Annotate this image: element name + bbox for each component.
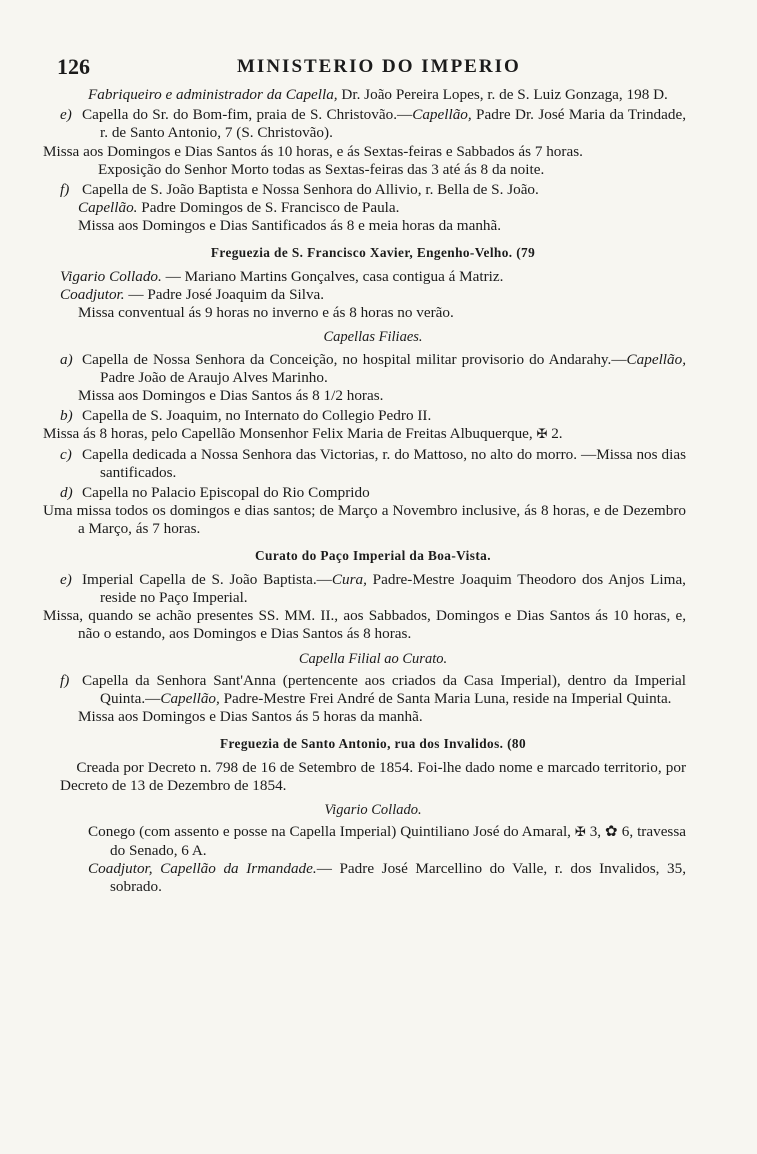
chapel-entry	[60, 181, 686, 199]
paragraph: Missa, quando se achão presentes SS. MM. II., aos Sabbados, Domingos e Dias Santos ás 10 horas, e, não o estando, aos Domingos e Dias Santos ás 8 horas.	[43, 607, 686, 643]
chapel-entry	[60, 351, 686, 387]
paragraph: Conego (com assento e posse na Capella Imperial) Quintiliano José do Amaral, ✠ 3, ✿ 6, travessa do Senado, 6 A.	[88, 823, 686, 859]
chapel-entry	[60, 571, 686, 607]
entry-label: a)	[60, 350, 73, 368]
chapel-entry	[60, 407, 686, 425]
entry-label: f)	[60, 181, 70, 199]
section-heading: Freguezia de Santo Antonio, rua dos Invalidos. (80	[219, 735, 527, 751]
entry-text: Capella de S. Joaquim, no Internato do Collegio Pedro II.	[82, 407, 432, 425]
entry-label: d)	[60, 484, 73, 502]
entry-text: Capella no Palacio Episcopal do Rio Comprido	[82, 484, 370, 502]
paragraph: Missa aos Domingos e Dias Santos ás 5 horas da manhã.	[78, 708, 423, 726]
chapel-entry	[60, 672, 686, 708]
paragraph: Coadjutor. — Padre José Joaquim da Silva.	[60, 286, 325, 304]
section-heading: Freguezia de S. Francisco Xavier, Engenho-Velho. (79	[210, 244, 536, 260]
chapel-entry	[60, 106, 686, 142]
paragraph: Missa conventual ás 9 horas no inverno e ás 8 horas no verão.	[78, 304, 454, 322]
page-body	[43, 86, 686, 896]
paragraph: Missa aos Domingos e Dias Santos ás 10 horas, e ás Sextas-feiras e Sabbados ás 7 horas.	[43, 142, 583, 160]
entry-text: Capella do Sr. do Bom-fim, praia de S. Christovão.—Capellão, Padre Dr. José Maria da Trindade, r. de Santo Antonio, 7 (S. Christovão).	[82, 106, 686, 142]
page-number: 126	[57, 54, 90, 79]
paragraph: Fabriqueiro e administrador da Capella, Dr. João Pereira Lopes, r. de S. Luiz Gonzaga, 198 D.	[88, 86, 668, 103]
paragraph: Capellão. Padre Domingos de S. Francisco de Paula.	[78, 199, 400, 217]
entry-text: Capella da Senhora Sant'Anna (pertencente aos criados da Casa Imperial), dentro da Imperial Quinta.—Capellão, Padre-Mestre Frei André de Santa Maria Luna, reside na Imperial Quinta.	[82, 671, 686, 708]
subsection-heading: Capellas Filiaes.	[323, 329, 423, 346]
paragraph: Creada por Decreto n. 798 de 16 de Setembro de 1854. Foi-lhe dado nome e marcado territorio, por Decreto de 13 de Dezembro de 1854.	[60, 758, 686, 794]
entry-label: e)	[60, 106, 72, 124]
paragraph: Exposição do Senhor Morto todas as Sextas-feiras das 3 até ás 8 da noite.	[98, 160, 545, 178]
entry-text: Capella dedicada a Nossa Senhora das Victorias, r. do Mattoso, no alto do morro. —Missa nos dias santificados.	[82, 445, 686, 481]
entry-label: b)	[60, 407, 73, 425]
subsection-heading: Capella Filial ao Curato.	[298, 650, 448, 667]
paragraph: Coadjutor, Capellão da Irmandade.— Padre José Marcellino do Valle, r. dos Invalidos, 35, sobrado.	[88, 859, 686, 895]
entry-text: Capella de Nossa Senhora da Conceição, no hospital militar provisorio do Andarahy.—Capellão, Padre João de Araujo Alves Marinho.	[82, 350, 686, 386]
paragraph: Missa aos Domingos e Dias Santos ás 8 1/2 horas.	[78, 387, 384, 405]
entry-label: e)	[60, 570, 72, 588]
paragraph: Uma missa todos os domingos e dias santos; de Março a Novembro inclusive, ás 8 horas, e de Dezembro a Março, ás 7 horas.	[43, 502, 686, 538]
subsection-heading: Vigario Collado.	[324, 802, 422, 819]
entry-text: Imperial Capella de S. João Baptista.—Cura, Padre-Mestre Joaquim Theodoro dos Anjos Lima, reside no Paço Imperial.	[82, 570, 686, 607]
section-heading: Curato do Paço Imperial da Boa-Vista.	[255, 547, 491, 563]
chapel-entry	[60, 446, 686, 482]
paragraph: Missa ás 8 horas, pelo Capellão Monsenhor Felix Maria de Freitas Albuquerque, ✠ 2.	[43, 425, 563, 443]
entry-label: c)	[60, 445, 72, 463]
entry-label: f)	[60, 671, 70, 689]
running-title: MINISTERIO DO IMPERIO	[237, 56, 521, 77]
paragraph: Vigario Collado. — Mariano Martins Gonçalves, casa contigua á Matriz.	[60, 267, 504, 285]
page-header	[57, 52, 697, 82]
entry-text: Capella de S. João Baptista e Nossa Senhora do Allivio, r. Bella de S. João.	[82, 181, 539, 199]
chapel-entry	[60, 484, 686, 502]
paragraph: Missa aos Domingos e Dias Santificados ás 8 e meia horas da manhã.	[78, 217, 502, 235]
